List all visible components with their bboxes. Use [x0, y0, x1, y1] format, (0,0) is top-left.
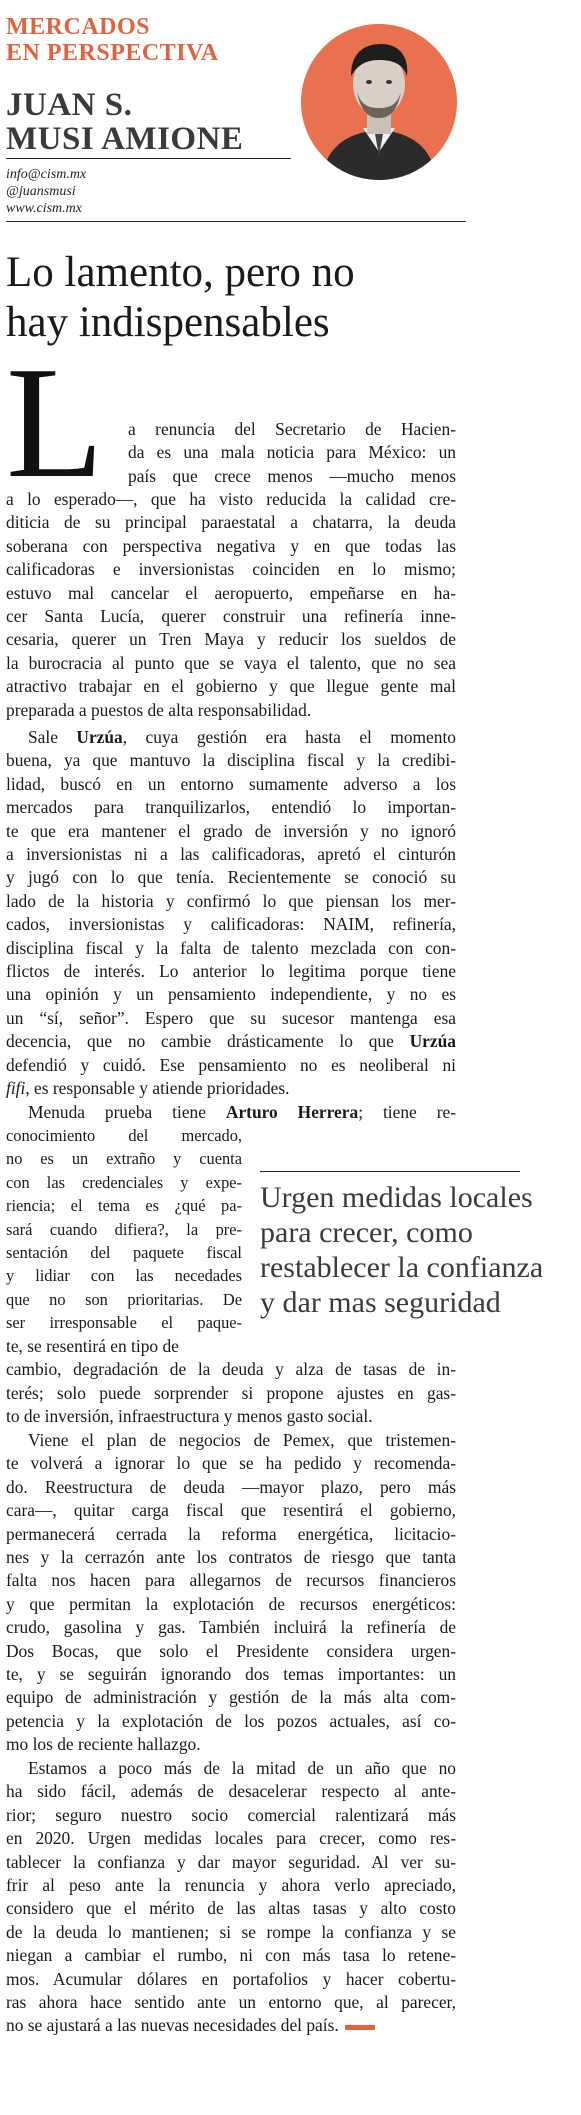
author-divider: [6, 158, 291, 159]
paragraph-2: [6, 726, 456, 1101]
body-line: Estamos a poco más de la mitad de un año que no: [28, 1758, 456, 1778]
text-run: , cuya gestión era hasta el momento: [122, 727, 457, 747]
body-line: falta nos hacen para allegarnos de recursos financieros: [6, 1570, 456, 1591]
body-line: mercados para tranquilizarlos, entendió lo importan-: [6, 797, 456, 818]
body-line: cer Santa Lucía, querer construir una refinería inne-: [6, 606, 456, 627]
pullquote: Urgen medidas locales para crecer, como restablecer la confianza y dar mas seguridad: [260, 1181, 544, 1319]
body-line: ser irresponsable el paque-: [6, 1313, 242, 1333]
body-line: do. Reestructura de deuda —mayor plazo, pero más: [6, 1476, 456, 1497]
body-line: una opinión y un pensamiento independiente, y no es: [6, 984, 456, 1005]
name-urzua: Urzúa: [76, 727, 123, 747]
pullquote-rule: [260, 1171, 520, 1172]
author-name: [6, 88, 243, 156]
name-urzua: Urzúa: [409, 1031, 456, 1052]
body-line: a renuncia del Secretario de Hacien-: [128, 419, 456, 439]
body-line: cesaria, querer un Tren Maya y reducir los sueldos de: [6, 629, 456, 650]
body-line: en 2020. Urgen medidas locales para crecer, como res-: [6, 1828, 456, 1849]
body-line: ha sido fácil, además de desacelerar respecto al ante-: [6, 1781, 456, 1802]
body-line: disciplina fiscal y la falta de talento mezclada con con-: [6, 937, 456, 958]
headline-line1: Lo lamento, pero no: [6, 249, 355, 296]
body-line: con las credenciales y expe-: [6, 1172, 242, 1192]
body-line: terés; solo puede sorprender si propone ajustes en gas-: [6, 1382, 456, 1403]
body-line: y jugó con lo que tenía. Recientemente se conoció su: [6, 867, 456, 888]
body-line: [6, 1077, 456, 1100]
body-line: conocimiento del mercado,: [6, 1126, 242, 1145]
body-line: frir al peso ante la renuncia y ahora verlo apreciado,: [6, 1875, 456, 1896]
text-run: Sale: [28, 727, 77, 747]
body-line: cados, inversionistas y calificadoras: NAIM, refinería,: [6, 914, 456, 935]
column-name-line2: EN PERSPECTIVA: [6, 40, 219, 66]
header-divider: [6, 221, 466, 222]
body-line: cambio, degradación de la deuda y alza de tasas de in-: [6, 1359, 456, 1380]
body-line: sentación del paquete fiscal: [6, 1243, 242, 1263]
body-line: te, y se seguirán ignorando dos temas importantes: un: [6, 1664, 456, 1685]
body-line: considero que el mérito de las altas tasas y alto costo: [6, 1898, 456, 1919]
body-line: Dos Bocas, que solo el Presidente considera urgen-: [6, 1640, 456, 1661]
body-line: diticia de su principal paraestatal a chatarra, la deuda: [6, 512, 456, 533]
body-line: petencia y la explotación de los pozos actuales, así co-: [6, 1710, 456, 1731]
author-name-line2: MUSI AMIONE: [6, 121, 244, 157]
headline-line2: hay indispensables: [6, 299, 330, 346]
body-line: te que era mantener el grado de inversión y no ignoró: [6, 820, 456, 841]
text-run: ; tiene re-: [358, 1102, 456, 1122]
body-line: rior; seguro nuestro socio comercial ralentizará más: [6, 1804, 456, 1825]
paragraph-3-first: [6, 1101, 456, 1124]
author-name-line1: JUAN S.: [6, 87, 133, 123]
paragraph-1-lead: [128, 418, 456, 488]
body-line: Viene el plan de negocios de Pemex, que tristemen-: [28, 1430, 456, 1450]
author-email[interactable]: info@cism.mx: [6, 167, 87, 182]
body-line: riencia; el tema es ¿qué pa-: [6, 1196, 242, 1216]
body-line: [6, 2014, 456, 2037]
body-line: te, se resentirá en tipo de: [6, 1336, 179, 1356]
body-line: crudo, gasolina y gas. También incluirá la refinería de: [6, 1617, 456, 1638]
body-line: soberana con perspectiva negativa y en que todas las: [6, 535, 456, 556]
drop-cap: L: [6, 333, 104, 511]
body-line: ras ahora hace sentido ante un entorno que, al parecer,: [6, 1992, 456, 2013]
body-line: da es una mala noticia para México: un: [128, 442, 456, 463]
author-website[interactable]: www.cism.mx: [6, 201, 82, 216]
body-line: la burocracia al punto que se vaya el talento, que no sea: [6, 652, 456, 673]
body-line: no es un extraño y cuenta: [6, 1149, 242, 1169]
text-run: Menuda prueba tiene: [28, 1102, 226, 1122]
body-line: lado de la historia y confirmó lo que piensan los mer-: [6, 890, 456, 911]
body-line: permanecerá cerrada la reforma energética, licitacio-: [6, 1523, 456, 1544]
portrait-illustration: [301, 24, 457, 180]
body-line: flictos de interés. Lo anterior lo legitima porque tiene: [6, 961, 456, 982]
body-line: lidad, buscó en un entorno sumamente adverso a los: [6, 773, 456, 794]
author-contact: [6, 166, 86, 217]
body-line: [6, 1030, 456, 1053]
author-portrait: [301, 24, 457, 180]
body-line: [6, 1101, 456, 1124]
body-line: [6, 726, 456, 749]
body-line: estuvo mal cancelar el aeropuerto, empeñarse en ha-: [6, 582, 456, 603]
body-line: preparada a puestos de alta responsabilidad.: [6, 699, 312, 720]
paragraph-4: [6, 1429, 456, 1757]
body-line: mo los de reciente hallazgo.: [6, 1734, 201, 1755]
text-run: no se ajustará a las nuevas necesidades del país.: [6, 2015, 339, 2036]
body-line: equipo de administración y gestión de la más alta com-: [6, 1687, 456, 1708]
body-line: niegan a cambiar el rumbo, ni con más tasa lo retene-: [6, 1945, 456, 1966]
body-line: a inversionistas ni a las calificadoras, apretó el cinturón: [6, 844, 456, 865]
name-arturo-herrera: Arturo Herrera: [225, 1102, 359, 1122]
body-line: calificadoras e inversionistas coinciden en lo mismo;: [6, 559, 456, 580]
paragraph-5: [6, 1757, 456, 2038]
body-line: país que crece menos —mucho menos: [128, 465, 456, 486]
body-line: de la deuda lo mantienen; si se rompe la confianza y se: [6, 1921, 456, 1942]
body-line: a lo esperado—, que ha visto reducida la calidad cre-: [6, 489, 456, 509]
paragraph-3-wide: [6, 1335, 456, 1429]
body-line: que no son prioritarias. De: [6, 1289, 242, 1309]
text-run: decencia, que no cambie drásticamente lo que: [6, 1031, 410, 1052]
text-run-italic: fifi: [6, 1078, 26, 1099]
author-twitter[interactable]: @juansmusi: [6, 184, 76, 199]
column-name-line1: MERCADOS: [6, 14, 151, 40]
body-line: tablecer la confianza y dar mayor seguridad. Al ver su-: [6, 1851, 456, 1872]
body-line: cara—, quitar carga fiscal que resentirá el gobierno,: [6, 1500, 456, 1521]
body-line: te volverá a ignorar lo que se ha pedido y recomenda-: [6, 1453, 456, 1474]
body-line: defendió y cuidó. Ese pensamiento no es neoliberal ni: [6, 1054, 456, 1075]
body-line: to de inversión, infraestructura y menos gasto social.: [6, 1406, 373, 1427]
body-line: buena, ya que mantuvo la disciplina fiscal y la credibi-: [6, 750, 456, 771]
body-line: un “sí, señor”. Espero que su sucesor mantenga esa: [6, 1007, 456, 1028]
column-name: [6, 14, 219, 66]
text-run: , es responsable y atiende prioridades.: [25, 1078, 290, 1099]
body-line: nes y la cerrazón ante los contratos de riesgo que tanta: [6, 1547, 456, 1568]
body-line: mos. Acumular dólares en portafolios y hacer cobertu-: [6, 1968, 456, 1989]
paragraph-3-narrow: [6, 1124, 242, 1335]
body-line: y lidiar con las necedades: [6, 1266, 242, 1286]
body-line: y que permitan la explotación de recursos energéticos:: [6, 1593, 456, 1614]
body-line: sará cuando difiera?, la pre-: [6, 1219, 242, 1239]
body-line: atractivo trabajar en el gobierno y que llegue gente mal: [6, 676, 456, 697]
paragraph-1: [6, 488, 456, 722]
end-mark: [345, 2025, 375, 2030]
